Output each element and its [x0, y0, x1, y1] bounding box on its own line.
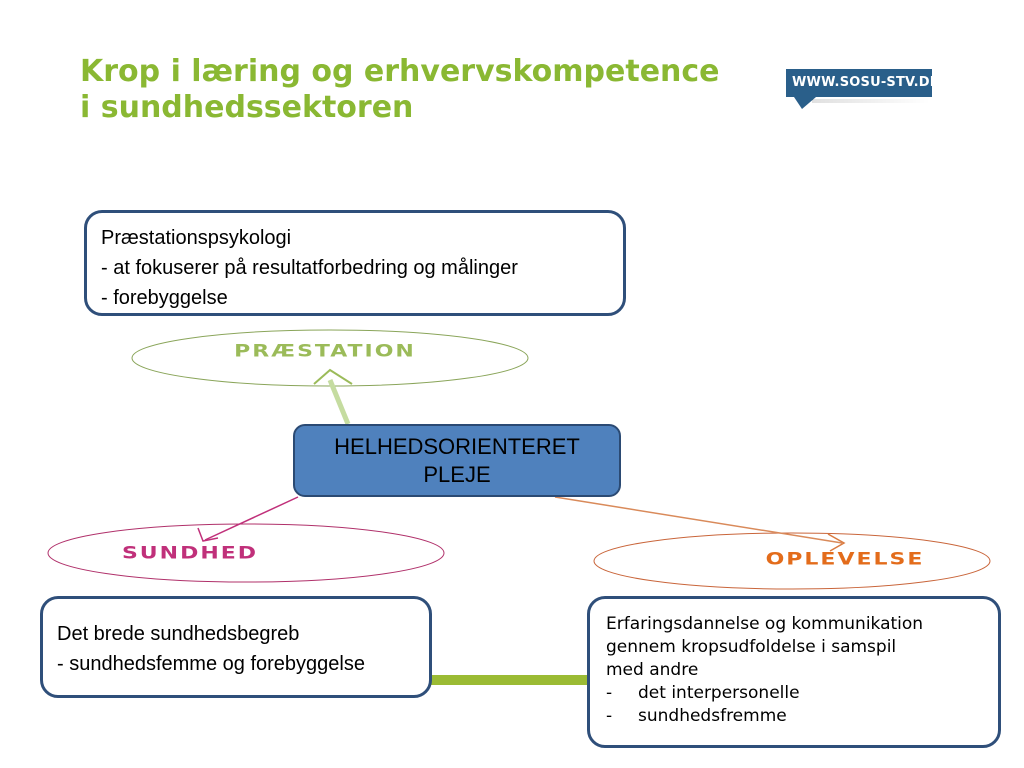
- arrow-to-praestation: [330, 380, 348, 424]
- bottom-connector-bar: [428, 675, 590, 685]
- sundhedsbegreb-box: [40, 596, 432, 698]
- box-left-line-2: - sundhedsfemme og forebyggelse: [57, 653, 365, 675]
- box-right-line-3: med andre: [606, 660, 699, 680]
- box-right-line-1: Erfaringsdannelse og kommunikation: [606, 614, 924, 634]
- box-top-line-2: - at fokuserer på resultatforbedring og målinger: [101, 257, 518, 279]
- helhedsorienteret-pleje-box: [293, 424, 621, 497]
- box-left-line-1: Det brede sundhedsbegreb: [57, 623, 300, 645]
- list-item: [606, 705, 982, 728]
- bullet-dash: -: [606, 706, 613, 726]
- box-right-line-2: gennem kropsudfoldelse i samspil: [606, 637, 897, 657]
- bullet-text: det interpersonelle: [638, 683, 800, 703]
- center-line-1: HELHEDSORIENTERET: [334, 434, 580, 459]
- oplevelse-label: OPLEVELSE: [765, 550, 925, 569]
- bullet-dash: -: [606, 683, 613, 703]
- center-line-2: PLEJE: [423, 462, 491, 487]
- box-top-line-1: Præstationspsykologi: [101, 227, 292, 249]
- title-line-2: i sundhedssektoren: [80, 90, 414, 125]
- erfaringsdannelse-box: [587, 596, 1001, 748]
- praestation-label: PRÆSTATION: [234, 342, 416, 361]
- title-line-1: Krop i læring og erhvervskompetence: [80, 54, 720, 89]
- praestationspsykologi-box: [84, 210, 626, 316]
- bullet-text: sundhedsfremme: [638, 706, 787, 726]
- sundhed-label: SUNDHED: [121, 544, 259, 563]
- logo-text: WWW.SOSU-STV.DK: [792, 75, 941, 90]
- box-top-line-3: - forebyggelse: [101, 287, 228, 309]
- list-item: [606, 682, 982, 705]
